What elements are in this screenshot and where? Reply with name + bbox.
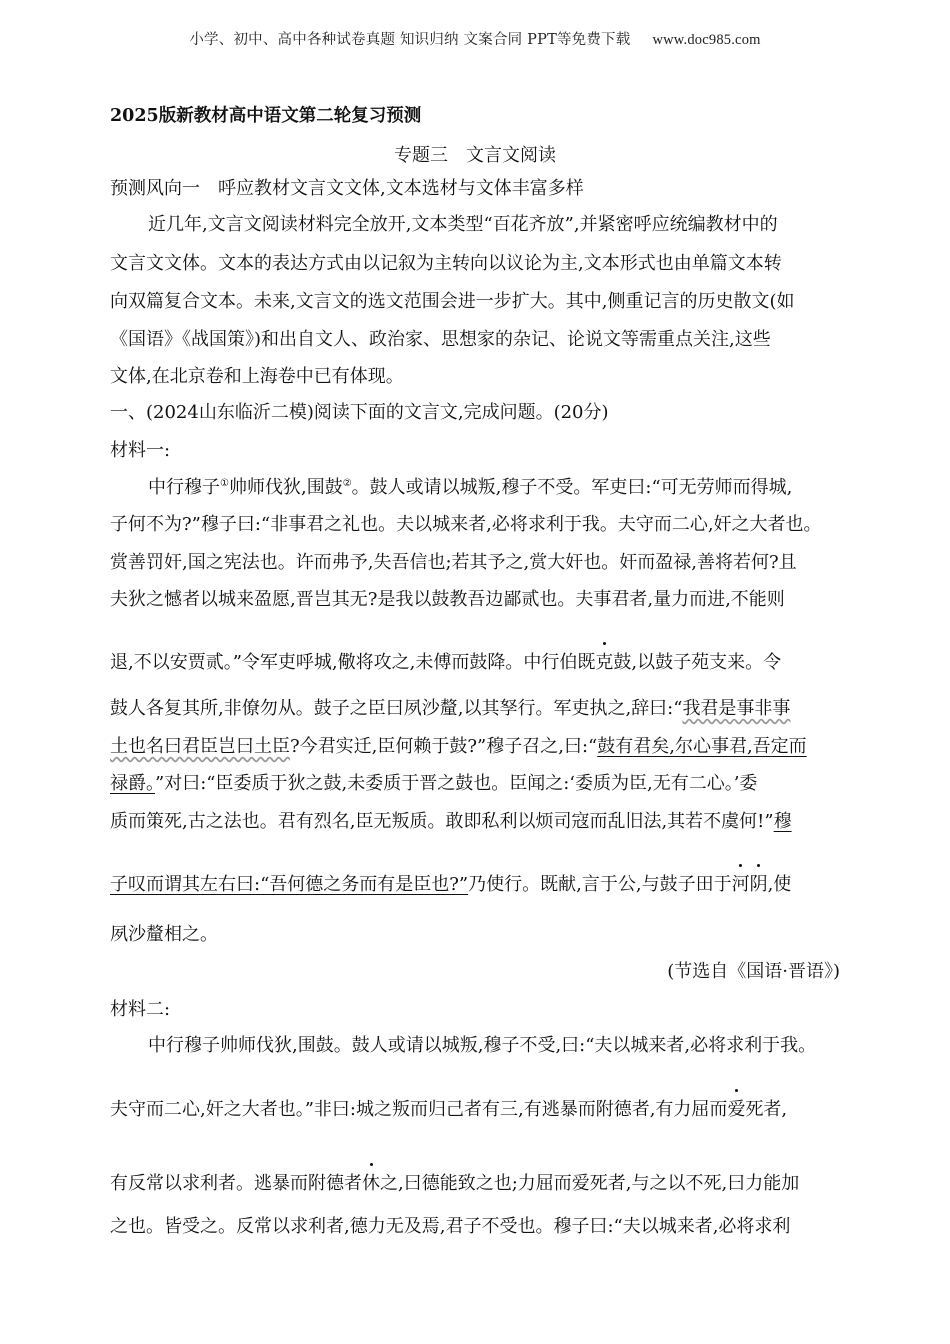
emphasis-dot-char: 休	[362, 1171, 380, 1197]
underlined-sentence: 子叹而谓其左右曰:“吾何德之务而有是臣也?”	[110, 874, 469, 895]
material-one-line-3: 赏善罚奸,国之宪法也。许而弗予,失吾信也;若其予之,赏大奸也。奸而盈禄,善将若何?且	[110, 552, 797, 573]
material-two-line-4: 之也。皆受之。反常以求利者,德力无及焉,君子不受也。穆子曰:“夫以城来者,必将求利	[110, 1216, 791, 1237]
intro-line-4: 《国语》《战国策》)和出自文人、政治家、思想家的杂记、论说文等需重点关注,这些	[110, 329, 771, 350]
emphasis-dot-char: 河	[732, 872, 750, 898]
underlined-sentence: 禄爵。	[110, 773, 155, 794]
source-citation: (节选自《国语·晋语》)	[667, 961, 840, 982]
doc-title: 2025版新教材高中语文第二轮复习预测	[110, 106, 422, 126]
emphasis-dot-char: 爱	[727, 1097, 745, 1123]
material-two-label: 材料二:	[110, 999, 171, 1020]
footnote-marker-2: ②	[342, 478, 352, 489]
wavy-underline-sentence: 土也名曰君臣岂曰土臣	[110, 736, 290, 757]
site-header	[0, 28, 950, 49]
material-two-line-3: 有反常以求利者。逃暴而附德者休之,曰德能致之也;力屈而爱死者,与之以不死,曰力能加	[110, 1171, 799, 1197]
emphasis-dot-char: 克	[595, 650, 613, 676]
header-url[interactable]: www.doc985.com	[652, 32, 761, 48]
underlined-sentence: 鼓有君矣,尔心事君,吾定而	[597, 736, 807, 757]
material-two-line-2: 夫守而二心,奸之大者也。”非曰:城之叛而归己者有三,有逃暴而附德者,有力屈而爱死者,	[110, 1097, 787, 1123]
header-text: 小学、初中、高中各种试卷真题 知识归纳 文案合同 PPT等免费下载	[189, 32, 631, 48]
underlined-sentence: 穆	[773, 811, 792, 832]
material-one-line-4: 夫狄之憾者以城来盈愿,晋岂其无?是我以鼓教吾边鄙贰也。夫事君者,量力而进,不能则	[110, 589, 785, 610]
material-one-line-7: 土也名曰君臣岂曰土臣?今君实迁,臣何赖于鼓?”穆子召之,曰:“鼓有君矣,尔心事君,吾定而	[110, 736, 807, 757]
wavy-underline-sentence: 我君是事非事	[682, 698, 791, 719]
material-one-line-10: 子叹而谓其左右曰:“吾何德之务而有是臣也?”乃使行。既献,言于公,与鼓子田于河阴,使	[110, 872, 791, 898]
topic-heading: 专题三 文言文阅读	[394, 145, 556, 166]
material-one-line-11: 夙沙釐相之。	[110, 924, 218, 945]
material-one-label: 材料一:	[110, 440, 171, 461]
question-heading: 一、(2024山东临沂二模)阅读下面的文言文,完成问题。(20分)	[110, 402, 609, 423]
material-two-line-1: 中行穆子帅师伐狄,围鼓。鼓人或请以城叛,穆子不受,曰:“夫以城来者,必将求利于我。	[148, 1035, 817, 1056]
footnote-marker-1: ①	[220, 478, 229, 489]
material-one-line-1: 中行穆子①帅师伐狄,围鼓②。鼓人或请以城叛,穆子不受。军吏曰:“可无劳师而得城,	[148, 477, 793, 498]
intro-line-3: 向双篇复合文本。未来,文言文的选文范围会进一步扩大。其中,侧重记言的历史散文(如	[110, 291, 795, 312]
intro-line-1: 近几年,文言文阅读材料完全放开,文本类型“百花齐放”,并紧密呼应统编教材中的	[148, 214, 778, 235]
material-one-line-5: 退,不以安贾贰。”令军吏呼城,儆将攻之,未傅而鼓降。中行伯既克鼓,以鼓子苑支来。令	[110, 650, 781, 676]
intro-line-5: 文体,在北京卷和上海卷中已有体现。	[110, 366, 404, 387]
trend-heading: 预测风向一 呼应教材文言文文体,文本选材与文体丰富多样	[110, 178, 584, 199]
material-one-line-2: 子何不为?”穆子曰:“非事君之礼也。夫以城来者,必将求利于我。夫守而二心,奸之大者也。	[110, 514, 822, 535]
emphasis-dot-char: 阴	[750, 872, 768, 898]
intro-line-2: 文言文文体。文本的表达方式由以记叙为主转向以议论为主,文本形式也由单篇文本转	[110, 253, 782, 274]
material-one-line-9: 质而策死,古之法也。君有烈名,臣无叛质。敢即私利以烦司寇而乱旧法,其若不虞何!”穆	[110, 811, 792, 832]
material-one-line-6: 鼓人各复其所,非僚勿从。鼓子之臣曰夙沙釐,以其孥行。军吏执之,辞曰:“我君是事非事	[110, 698, 791, 719]
material-one-line-8: 禄爵。”对曰:“臣委质于狄之鼓,未委质于晋之鼓也。臣闻之:‘委质为臣,无有二心。’委	[110, 773, 758, 794]
